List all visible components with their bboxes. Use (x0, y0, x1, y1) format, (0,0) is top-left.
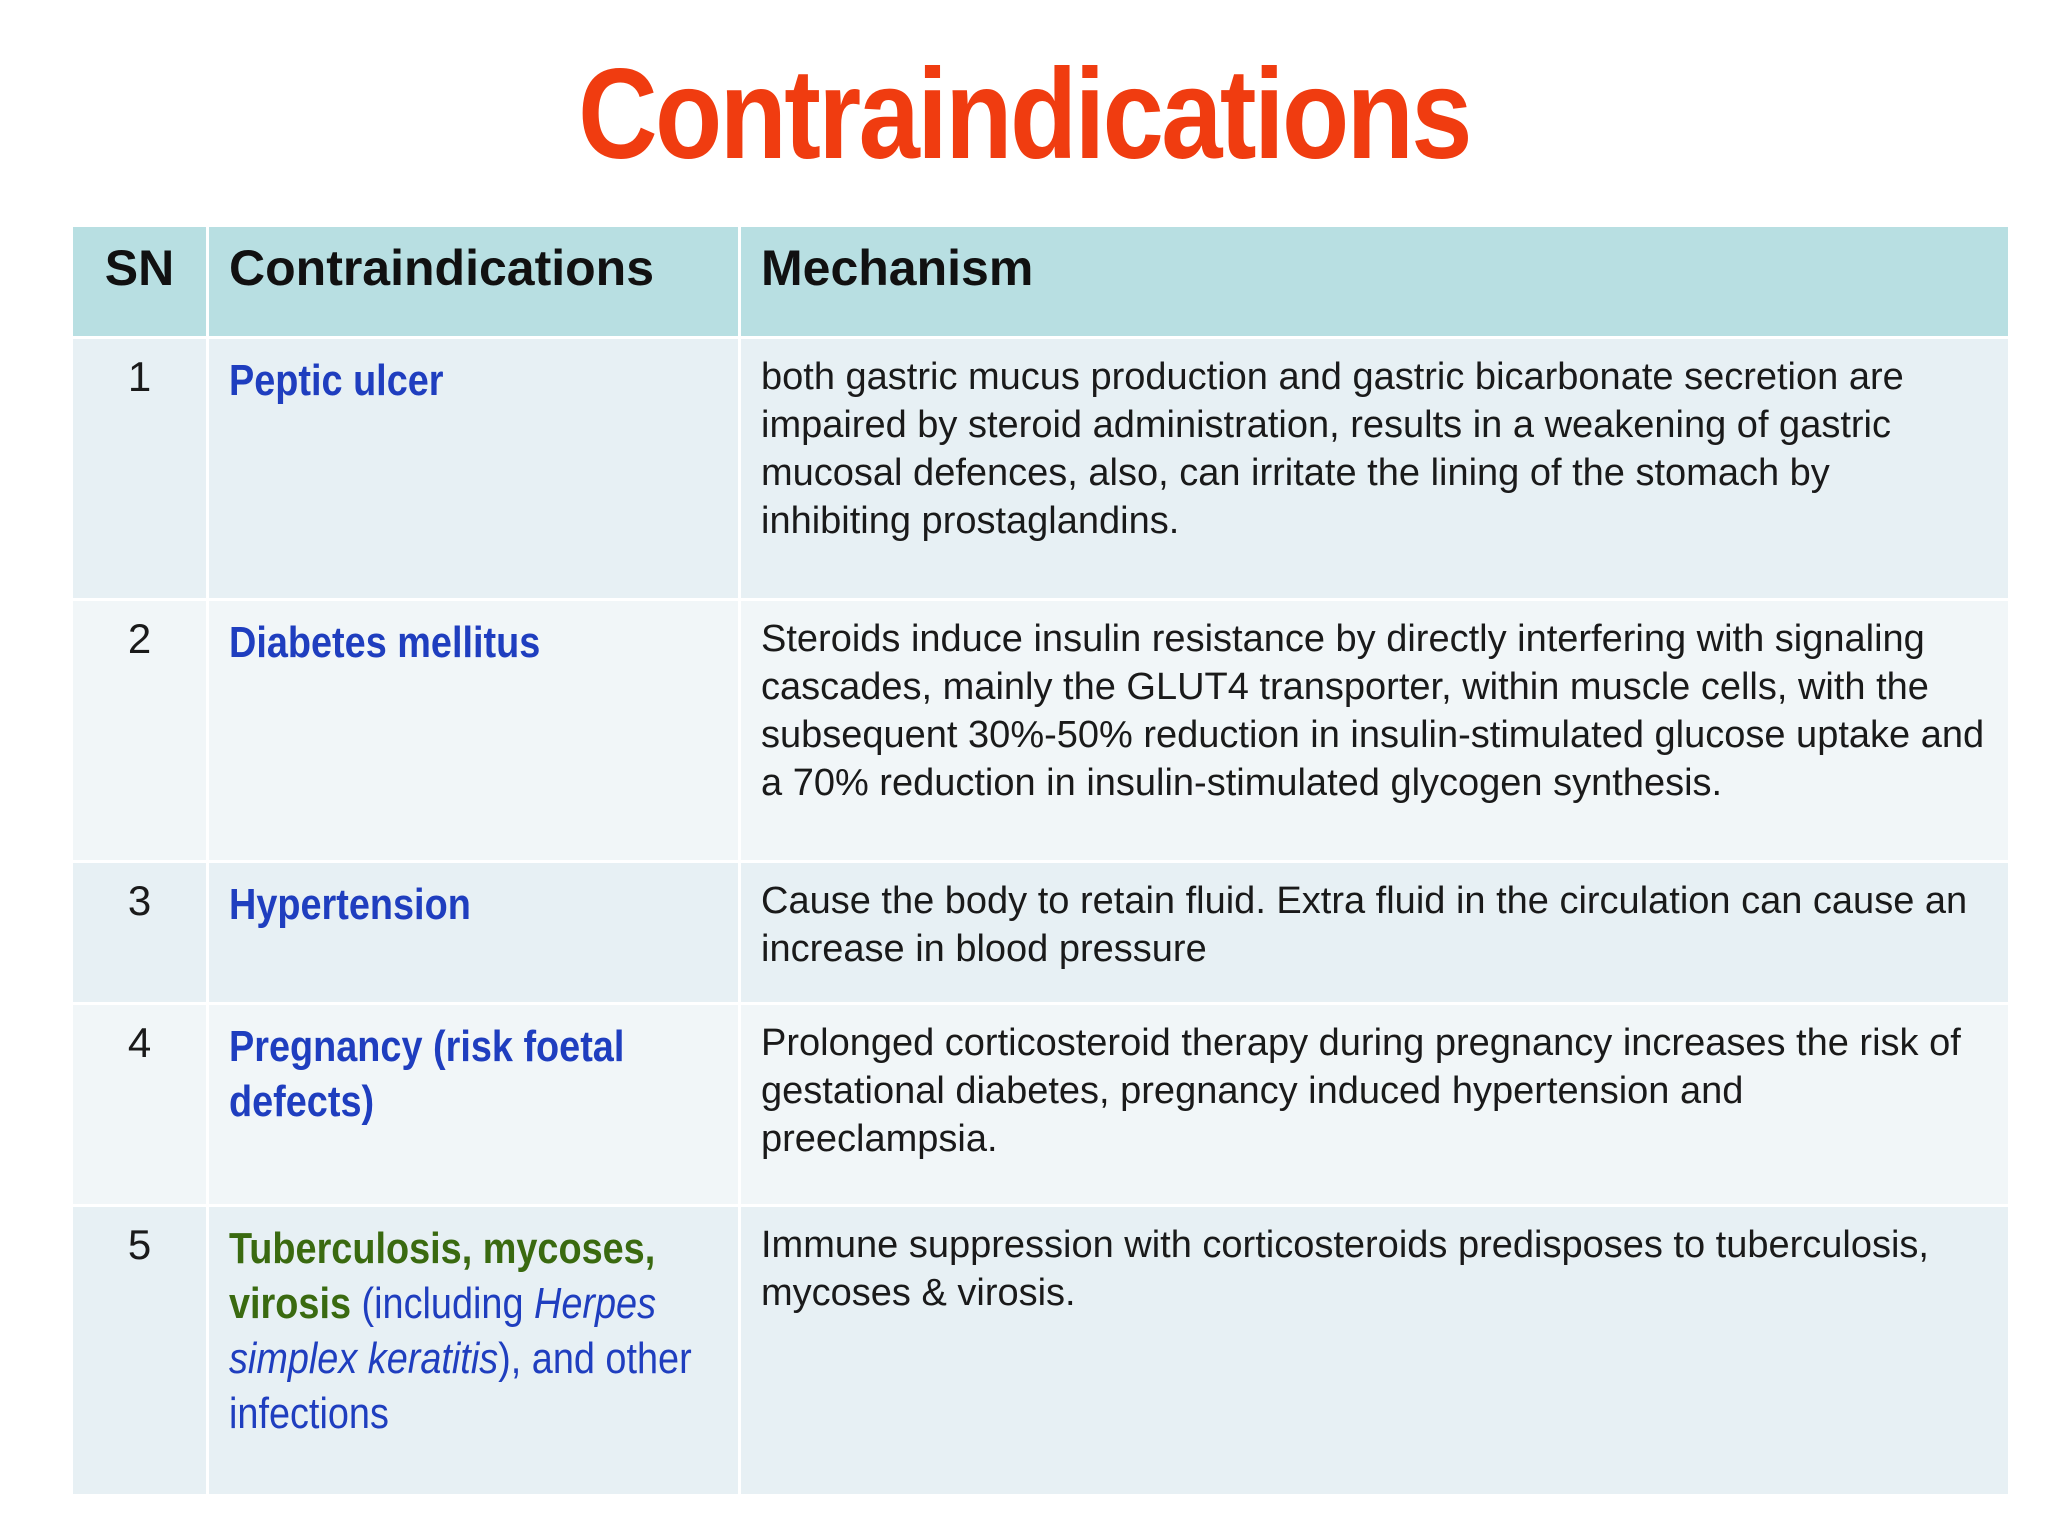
table-row (72, 862, 2010, 1004)
row-mechanism (740, 1004, 2010, 1206)
row-condition-cell (208, 1206, 740, 1496)
table-row (72, 1004, 2010, 1206)
row-mechanism (740, 600, 2010, 862)
condition-primary: Tuberculosis, mycoses, virosis (229, 1224, 656, 1328)
row-mechanism-text: Immune suppression with corticosteroids predisposes to tuberculosis, mycoses & virosis. (761, 1224, 1929, 1314)
row-condition-cell (208, 600, 740, 862)
slide-title: Contraindications (578, 43, 1470, 186)
row-mechanism-text: Prolonged corticosteroid therapy during pregnancy increases the risk of gestational diabetes, pregnancy induced hypertension and preeclampsia. (761, 1022, 1961, 1160)
row-condition-cell (208, 1004, 740, 1206)
row-condition (229, 1221, 717, 1441)
row-mechanism-text: both gastric mucus production and gastric bicarbonate secretion are impaired by steroid administration, results in a weakening of gastric mucosal defences, also, can irritate the lining of the stomach by inhibiting prostaglandins. (761, 356, 1904, 542)
row-mechanism (740, 1206, 2010, 1496)
header-sn: SN (72, 226, 208, 338)
row-condition: Pregnancy (risk foetal defects) (229, 1022, 625, 1126)
row-condition-cell (208, 338, 740, 600)
row-mechanism (740, 338, 2010, 600)
table-header-row (72, 226, 2010, 338)
contraindications-table (70, 224, 2011, 1497)
table-row (72, 1206, 2010, 1496)
condition-note-end: ), and other infections (229, 1334, 692, 1438)
row-mechanism (740, 862, 2010, 1004)
row-sn: 3 (72, 862, 208, 1004)
row-mechanism-text: Cause the body to retain fluid. Extra fluid in the circulation can cause an increase in blood pressure (761, 880, 1968, 970)
row-sn: 1 (72, 338, 208, 600)
row-mechanism-text: Steroids induce insulin resistance by directly interfering with signaling cascades, mainly the GLUT4 transporter, within muscle cells, with the subsequent 30%-50% reduction in insulin-stimulated glucose uptake and a 70% reduction in insulin-stimulated glycogen synthesis. (761, 618, 1985, 804)
row-sn: 4 (72, 1004, 208, 1206)
row-sn: 2 (72, 600, 208, 862)
row-condition: Peptic ulcer (229, 356, 444, 405)
header-contraindications: Contraindications (208, 226, 740, 338)
row-condition: Hypertension (229, 880, 471, 929)
header-mechanism: Mechanism (740, 226, 2010, 338)
table-row (72, 600, 2010, 862)
row-sn: 5 (72, 1206, 208, 1496)
condition-note-italic: Herpes simplex keratitis (229, 1279, 656, 1383)
row-condition-cell (208, 862, 740, 1004)
table-row (72, 338, 2010, 600)
row-condition: Diabetes mellitus (229, 618, 541, 667)
condition-note-start: (including (351, 1279, 535, 1328)
